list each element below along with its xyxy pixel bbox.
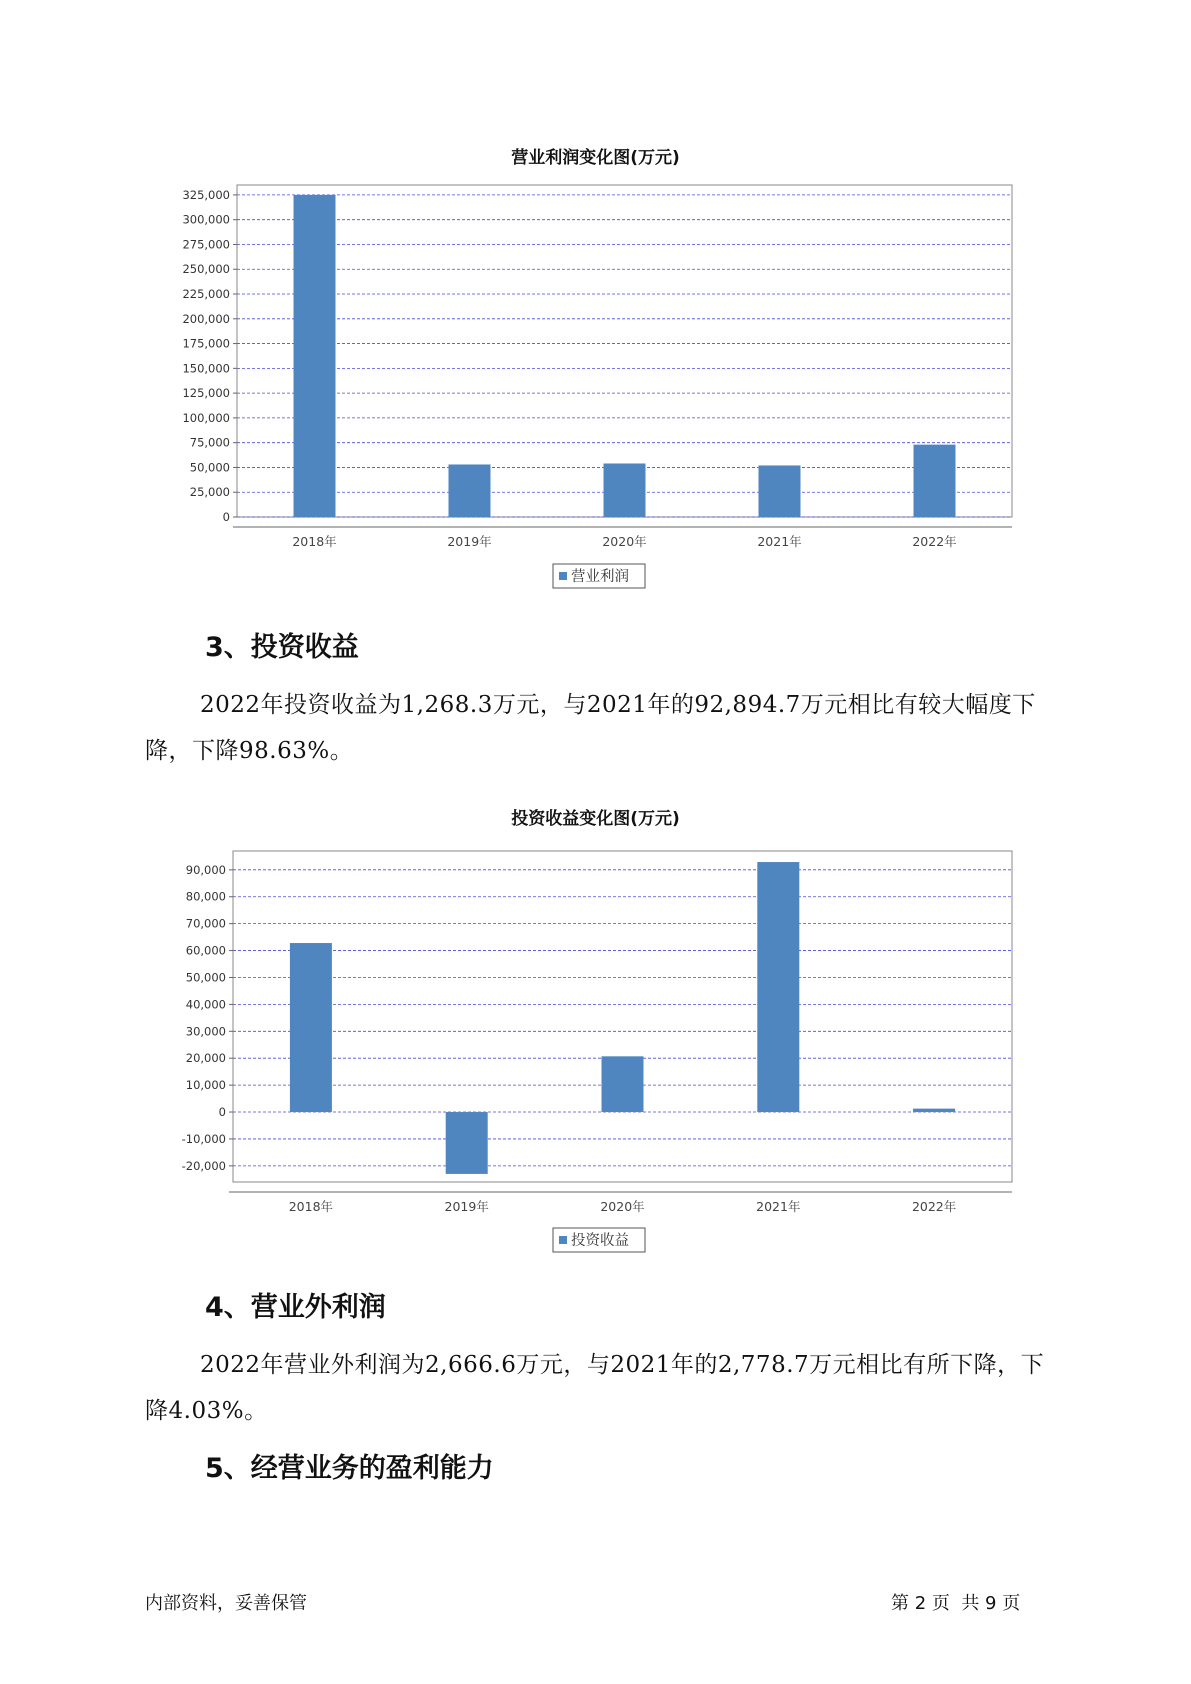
section-heading-non-operating-profit: 4、营业外利润 bbox=[205, 1292, 386, 1323]
legend bbox=[553, 1228, 645, 1252]
y-tick-label: 175,000 bbox=[182, 336, 230, 351]
x-tick-label: 2020年 bbox=[600, 1199, 645, 1214]
y-tick-label: 200,000 bbox=[182, 311, 230, 326]
y-tick-label: 75,000 bbox=[189, 435, 230, 450]
x-tick-label: 2018年 bbox=[292, 534, 337, 549]
x-tick-label: 2022年 bbox=[912, 534, 957, 549]
y-tick-label: 40,000 bbox=[185, 997, 226, 1012]
bar bbox=[290, 943, 332, 1112]
y-tick-label: 275,000 bbox=[182, 237, 230, 252]
bar bbox=[914, 445, 956, 517]
bar bbox=[759, 465, 801, 517]
legend-label: 营业利润 bbox=[571, 569, 629, 585]
y-tick-label: -20,000 bbox=[181, 1158, 226, 1173]
y-tick-label: 150,000 bbox=[182, 361, 230, 376]
footer-page-number: 第 2 页 共 9 页 bbox=[891, 1593, 1021, 1614]
y-tick-label: -10,000 bbox=[181, 1131, 226, 1146]
y-tick-label: 50,000 bbox=[185, 970, 226, 985]
y-tick-label: 225,000 bbox=[182, 287, 230, 302]
legend bbox=[553, 564, 645, 588]
y-tick-label: 60,000 bbox=[185, 943, 226, 958]
y-tick-label: 125,000 bbox=[182, 386, 230, 401]
footer-confidential-note: 内部资料，妥善保管 bbox=[145, 1593, 307, 1614]
y-tick-label: 50,000 bbox=[189, 460, 230, 475]
bar bbox=[449, 464, 491, 517]
legend-swatch bbox=[559, 1236, 567, 1244]
bar bbox=[604, 463, 646, 517]
y-tick-label: 0 bbox=[222, 510, 230, 524]
section-text-investment-income: 2022年投资收益为1,268.3万元，与2021年的92,894.7万元相比有较大幅度下降，下降98.63%。 bbox=[145, 692, 1036, 764]
y-tick-label: 90,000 bbox=[185, 862, 226, 877]
bar bbox=[913, 1109, 955, 1112]
x-tick-label: 2018年 bbox=[288, 1199, 334, 1214]
y-tick-label: 325,000 bbox=[182, 187, 230, 202]
plot-area bbox=[233, 851, 1012, 1182]
x-tick-label: 2022年 bbox=[911, 1199, 957, 1214]
y-tick-label: 300,000 bbox=[182, 212, 230, 227]
legend-swatch bbox=[559, 572, 567, 580]
y-tick-label: 10,000 bbox=[185, 1078, 226, 1093]
x-tick-label: 2021年 bbox=[757, 534, 802, 549]
x-tick-label: 2019年 bbox=[447, 534, 492, 549]
chart-title-operating-profit: 营业利润变化图(万元) bbox=[511, 148, 680, 168]
chart-operating-profit bbox=[0, 175, 1191, 635]
y-tick-label: 30,000 bbox=[185, 1024, 226, 1039]
y-tick-label: 0 bbox=[218, 1105, 226, 1120]
y-tick-label: 20,000 bbox=[185, 1051, 226, 1066]
x-tick-label: 2019年 bbox=[444, 1199, 489, 1214]
section-heading-profitability: 5、经营业务的盈利能力 bbox=[205, 1453, 494, 1484]
y-tick-label: 80,000 bbox=[185, 889, 226, 904]
y-tick-label: 100,000 bbox=[182, 410, 230, 425]
bar bbox=[757, 862, 799, 1112]
chart-investment-income bbox=[0, 835, 1191, 1255]
x-tick-label: 2020年 bbox=[602, 534, 647, 549]
y-tick-label: 70,000 bbox=[185, 916, 226, 931]
legend-label: 投资收益 bbox=[571, 1233, 629, 1249]
y-tick-label: 25,000 bbox=[189, 485, 230, 500]
bar bbox=[446, 1112, 488, 1174]
section-heading-investment-income: 3、投资收益 bbox=[205, 632, 359, 663]
bar bbox=[602, 1056, 644, 1112]
x-tick-label: 2021年 bbox=[756, 1199, 801, 1214]
y-tick-label: 250,000 bbox=[182, 262, 230, 277]
chart-title-investment-income: 投资收益变化图(万元) bbox=[511, 809, 680, 829]
bar bbox=[294, 195, 336, 517]
section-text-non-operating-profit: 2022年营业外利润为2,666.6万元，与2021年的2,778.7万元相比有所下降，下降4.03%。 bbox=[145, 1352, 1045, 1424]
